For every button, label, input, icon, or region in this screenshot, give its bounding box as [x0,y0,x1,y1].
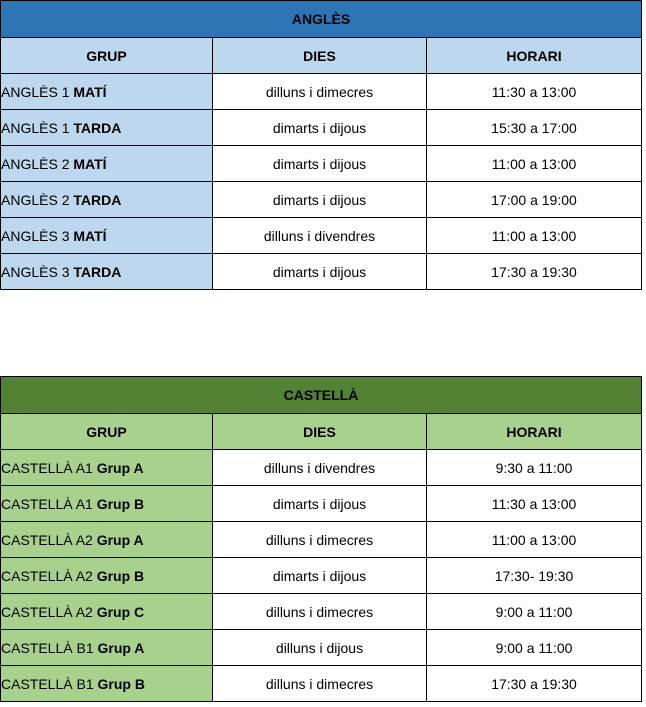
horari-cell: 11:00 a 13:00 [427,218,642,254]
dies-cell: dilluns i dimecres [213,594,427,630]
table-row [1,110,642,146]
horari-cell: 11:30 a 13:00 [427,74,642,110]
dies-cell: dimarts i dijous [213,558,427,594]
grup-cell [1,146,213,182]
horari-cell: 17:00 a 19:00 [427,182,642,218]
grup-cell [1,182,213,218]
table-row [1,522,642,558]
dies-cell: dilluns i divendres [213,218,427,254]
dies-cell: dimarts i dijous [213,486,427,522]
grup-prefix: CASTELLÀ A1 [1,459,93,476]
table-row [1,146,642,182]
horari-cell: 17:30 a 19:30 [427,254,642,290]
horari-cell: 11:00 a 13:00 [427,146,642,182]
grup-prefix: CASTELLÀ A2 [1,567,93,584]
table-row [1,558,642,594]
table-row [1,450,642,486]
table-title: CASTELLÀ [1,377,642,414]
table-title-row [1,377,642,414]
grup-cell [1,558,213,594]
table-row [1,630,642,666]
column-header-dies: DIES [213,414,427,450]
grup-cell [1,110,213,146]
table-row [1,254,642,290]
grup-suffix: TARDA [73,119,122,136]
grup-suffix: TARDA [73,263,122,280]
grup-cell [1,666,213,702]
grup-cell [1,522,213,558]
grup-prefix: ANGLÈS 1 [1,83,70,100]
horari-cell: 9:00 a 11:00 [427,594,642,630]
grup-prefix: ANGLÈS 2 [1,155,70,172]
horari-cell: 17:30- 19:30 [427,558,642,594]
grup-cell [1,594,213,630]
grup-cell [1,218,213,254]
grup-suffix: Grup B [97,675,145,692]
grup-suffix: Grup B [96,567,145,584]
header-row [1,414,642,450]
grup-prefix: CASTELLÀ B1 [1,639,94,656]
table-row [1,74,642,110]
table-row [1,666,642,702]
column-header-grup: GRUP [1,414,213,450]
column-header-horari: HORARI [427,38,642,74]
dies-cell: dimarts i dijous [213,146,427,182]
grup-prefix: ANGLÈS 2 [1,191,70,208]
angles-schedule-table [0,0,642,290]
dies-cell: dimarts i dijous [213,254,427,290]
dies-cell: dimarts i dijous [213,182,427,218]
dies-cell: dilluns i dimecres [213,74,427,110]
grup-suffix: Grup A [96,531,144,548]
castella-schedule-table [0,376,642,702]
horari-cell: 15:30 a 17:00 [427,110,642,146]
grup-prefix: CASTELLÀ A2 [1,531,93,548]
dies-cell: dimarts i dijous [213,110,427,146]
table-row [1,218,642,254]
grup-cell [1,450,213,486]
grup-suffix: MATÍ [73,227,107,244]
grup-suffix: Grup C [96,603,145,620]
header-row [1,38,642,74]
table-row [1,594,642,630]
horari-cell: 11:00 a 13:00 [427,522,642,558]
grup-suffix: MATÍ [73,83,107,100]
column-header-grup: GRUP [1,38,213,74]
column-header-horari: HORARI [427,414,642,450]
grup-suffix: Grup A [96,459,144,476]
grup-cell [1,486,213,522]
grup-prefix: ANGLÈS 3 [1,263,70,280]
grup-prefix: ANGLÈS 3 [1,227,70,244]
grup-suffix: MATÍ [73,155,107,172]
grup-cell [1,630,213,666]
table-title: ANGLÈS [1,1,642,38]
table-row [1,182,642,218]
horari-cell: 9:30 a 11:00 [427,450,642,486]
grup-prefix: ANGLÈS 1 [1,119,70,136]
horari-cell: 11:30 a 13:00 [427,486,642,522]
horari-cell: 17:30 a 19:30 [427,666,642,702]
grup-suffix: Grup A [97,639,145,656]
grup-cell [1,254,213,290]
column-header-dies: DIES [213,38,427,74]
grup-suffix: Grup B [96,495,145,512]
dies-cell: dilluns i dimecres [213,666,427,702]
grup-prefix: CASTELLÀ A1 [1,495,93,512]
grup-prefix: CASTELLÀ B1 [1,675,94,692]
grup-cell [1,74,213,110]
table-row [1,486,642,522]
horari-cell: 9:00 a 11:00 [427,630,642,666]
dies-cell: dilluns i dijous [213,630,427,666]
grup-prefix: CASTELLÀ A2 [1,603,93,620]
grup-suffix: TARDA [73,191,122,208]
dies-cell: dilluns i divendres [213,450,427,486]
table-title-row [1,1,642,38]
dies-cell: dilluns i dimecres [213,522,427,558]
